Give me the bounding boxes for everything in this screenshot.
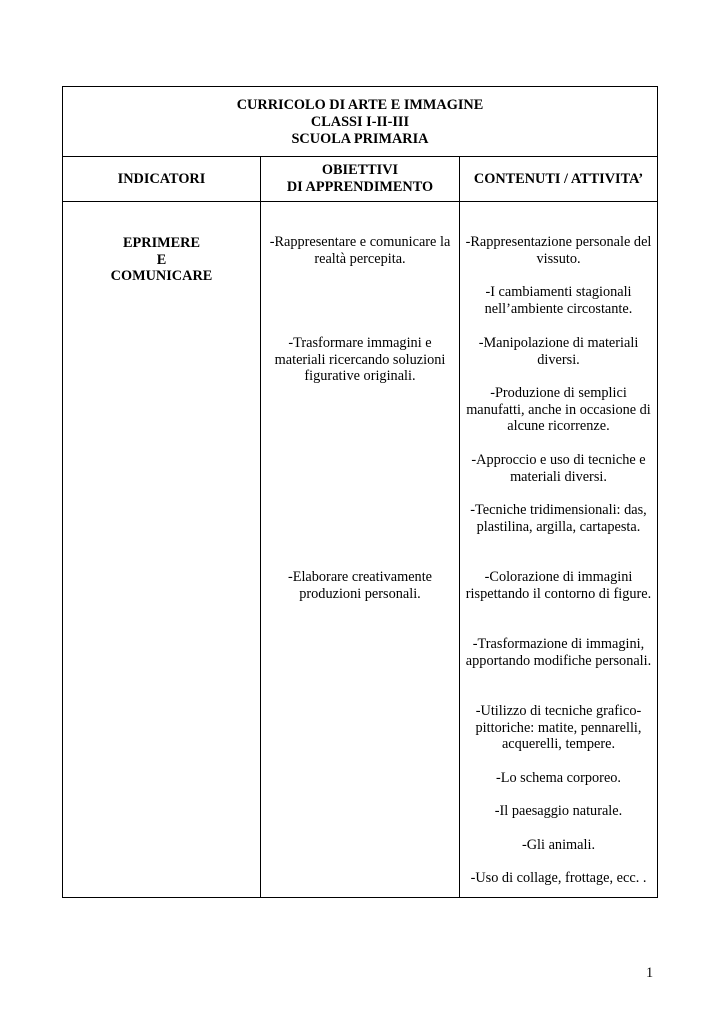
content-item: -Manipolazione di materiali diversi.: [478, 335, 639, 368]
header-indicatori: [63, 157, 260, 201]
content-item: -Uso di collage, frottage, ecc. .: [470, 870, 647, 886]
content-item: -Approccio e uso di tecniche e materiali diversi.: [471, 452, 646, 485]
content-item: -Colorazione di immagini rispettando il contorno di figure.: [465, 569, 652, 602]
header-contenuti: [459, 157, 657, 201]
header-obiettivi: [260, 157, 459, 201]
objective-item: -Trasformare immagini e materiali ricercando soluzioni figurative originali.: [274, 335, 446, 385]
content-item: -Lo schema corporeo.: [495, 770, 622, 786]
header-indicatori-label: INDICATORI: [117, 170, 206, 187]
content-item: -Produzione di semplici manufatti, anche in occasione di alcune ricorrenze.: [466, 385, 651, 435]
indicator-line3: COMUNICARE: [110, 268, 213, 285]
table-title-cell: [63, 87, 657, 157]
indicator-label: [63, 235, 260, 285]
objective-item: -Elaborare creativamente produzioni personali.: [287, 569, 433, 602]
content-item: -Il paesaggio naturale.: [494, 803, 623, 819]
title-line-subject: CURRICOLO DI ARTE E IMMAGINE: [236, 97, 484, 113]
objective-item: -Rappresentare e comunicare la realtà percepita.: [269, 234, 451, 267]
content-item: -Utilizzo di tecniche grafico-pittoriche: matite, pennarelli, acquerelli, tempere.: [475, 703, 642, 753]
table-header-row: [63, 157, 657, 202]
content-item: -Rappresentazione personale del vissuto.: [465, 234, 652, 267]
header-obiettivi-line2: DI APPRENDIMENTO: [286, 179, 434, 195]
objectives-cell: [260, 202, 459, 897]
indicator-line1: EPRIMERE: [122, 235, 201, 251]
title-line-school: SCUOLA PRIMARIA: [291, 131, 429, 147]
content-item: -Trasformazione di immagini, apportando modifiche personali.: [465, 636, 652, 669]
contents-cell: [459, 202, 657, 897]
indicator-line2: E: [156, 251, 167, 268]
header-obiettivi-line1: OBIETTIVI: [321, 162, 399, 179]
content-item: -Gli animali.: [521, 837, 596, 853]
content-item: -I cambiamenti stagionali nell’ambiente circostante.: [484, 284, 633, 317]
content-item: -Tecniche tridimensionali: das, plastilina, argilla, cartapesta.: [470, 502, 647, 535]
header-contenuti-label: CONTENUTI / ATTIVITA’: [473, 170, 644, 187]
indicator-cell: [63, 202, 260, 897]
page-number: 1: [646, 965, 654, 981]
title-line-classes: CLASSI I-II-III: [310, 114, 410, 130]
curriculum-table: [62, 86, 658, 898]
table-body-row: [63, 202, 657, 897]
